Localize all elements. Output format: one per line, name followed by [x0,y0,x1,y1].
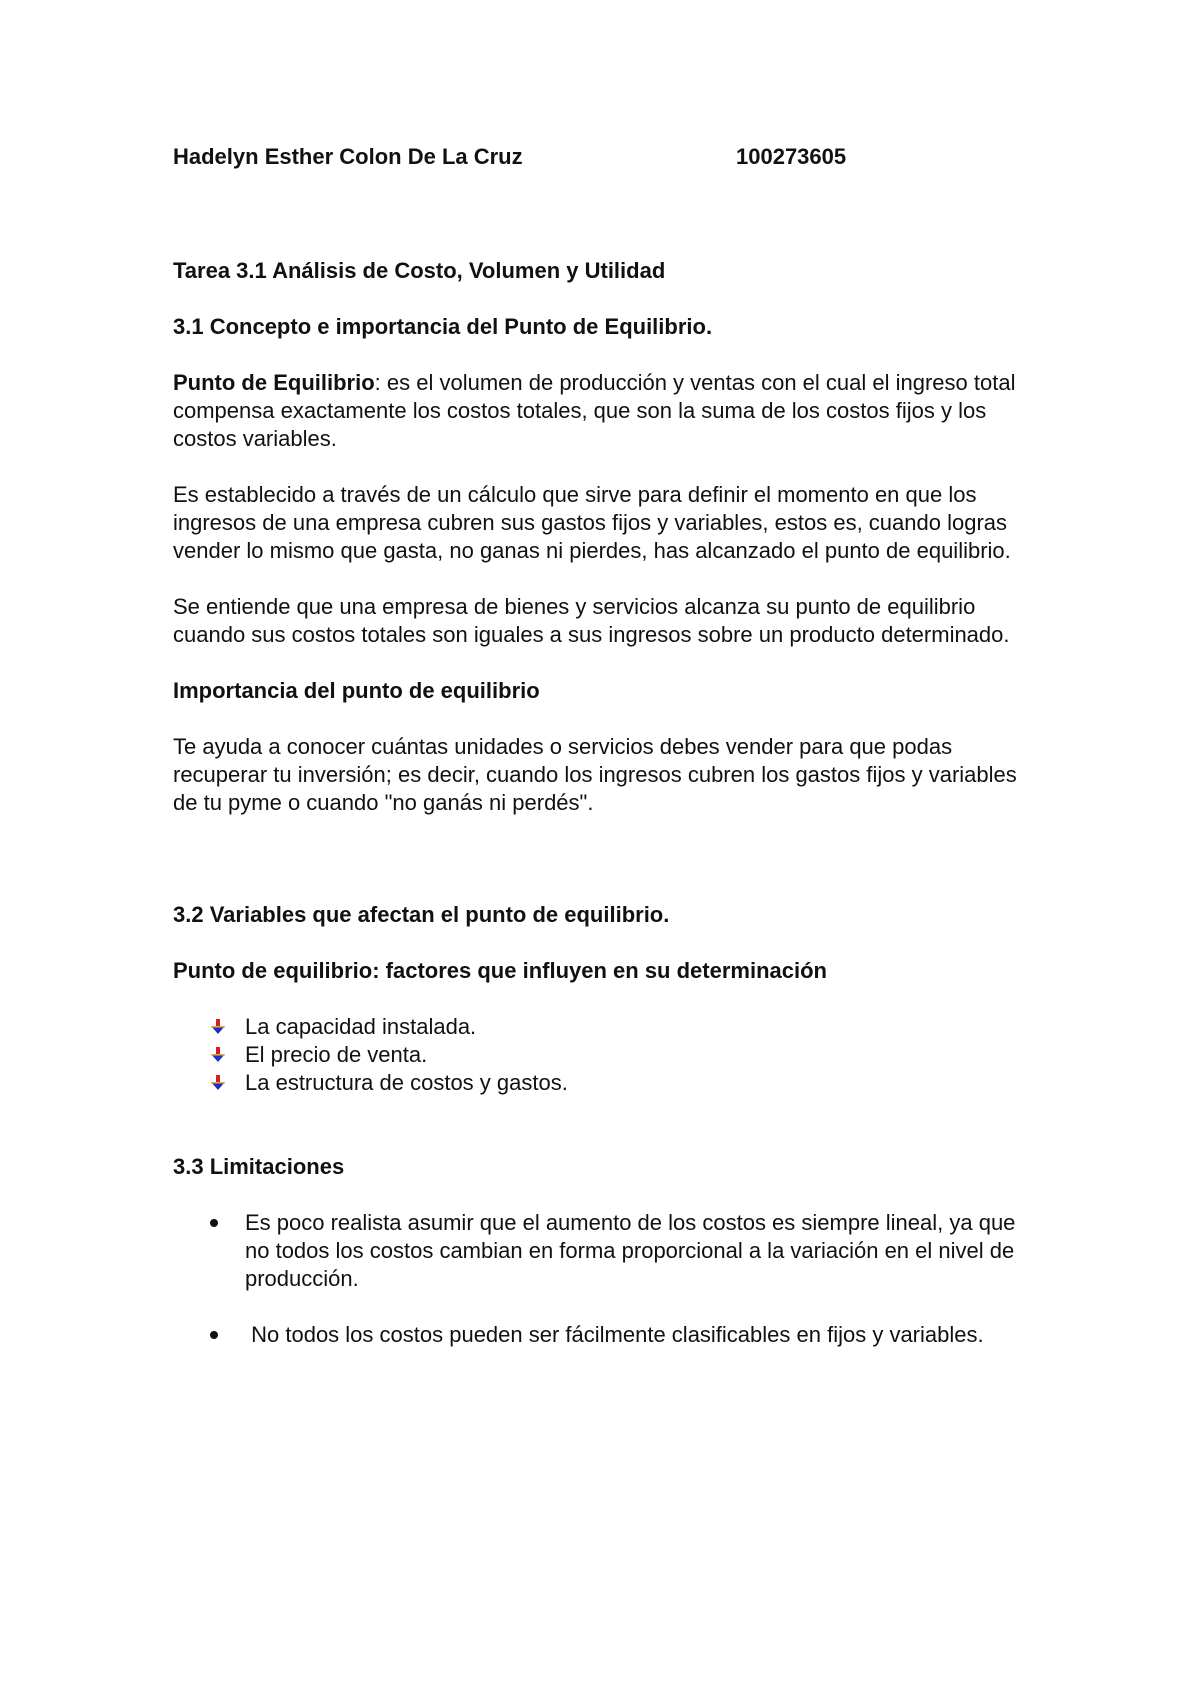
definition-text: : es el volumen de producción y ventas con el cual el ingreso total compensa exactamente los costos totales, que son la suma de los costos fijos y los costos variables. [173,370,1016,451]
student-name: Hadelyn Esther Colon De La Cruz [173,144,523,169]
section-2-heading: 3.2 Variables que afectan el punto de equilibrio. [173,902,670,927]
list-item [173,1013,1033,1041]
arrow-down-icon [211,1075,225,1091]
arrow-down-icon [211,1019,225,1035]
paragraph-2: Es establecido a través de un cálculo que sirve para definir el momento en que los ingresos de una empresa cubren sus gastos fijos y variables, estos es, cuando logras vender lo mismo que gasta, no ganas ni pierdes, has alcanzado el punto de equilibrio. [173,482,1011,563]
document-title: Tarea 3.1 Análisis de Costo, Volumen y Utilidad [173,258,666,283]
section-3-heading: 3.3 Limitaciones [173,1154,345,1179]
definition-paragraph [173,369,1033,453]
paragraph-3: Se entiende que una empresa de bienes y servicios alcanza su punto de equilibrio cuando sus costos totales son iguales a sus ingresos sobre un producto determinado. [173,594,1010,647]
limitations-list [173,1209,1033,1349]
limitation-text: No todos los costos pueden ser fácilmente clasificables en fijos y variables. [245,1322,984,1347]
factors-list [173,1013,1033,1097]
bullet-icon [210,1219,218,1227]
list-item [173,1321,1033,1349]
factor-text: La capacidad instalada. [245,1014,477,1039]
importance-subheading: Importancia del punto de equilibrio [173,678,540,703]
list-item [173,1069,1033,1097]
section-1-heading: 3.1 Concepto e importancia del Punto de Equilibrio. [173,314,713,339]
factor-text: El precio de venta. [245,1042,428,1067]
factor-text: La estructura de costos y gastos. [245,1070,568,1095]
arrow-down-icon [211,1047,225,1063]
document-header [173,144,933,170]
student-id: 100273605 [736,144,847,169]
bullet-icon [210,1331,218,1339]
limitation-text: Es poco realista asumir que el aumento de los costos es siempre lineal, ya que no todos los costos cambian en forma proporcional a la variación en el nivel de producción. [245,1210,1016,1291]
paragraph-4: Te ayuda a conocer cuántas unidades o servicios debes vender para que podas recuperar tu inversión; es decir, cuando los ingresos cubren los gastos fijos y variables de tu pyme o cuando "no ganás ni perdés". [173,734,1017,815]
list-item [173,1209,1033,1293]
factors-subheading: Punto de equilibrio: factores que influyen en su determinación [173,958,827,983]
document-body [173,257,1033,1349]
definition-term: Punto de Equilibrio [173,370,375,395]
list-item [173,1041,1033,1069]
